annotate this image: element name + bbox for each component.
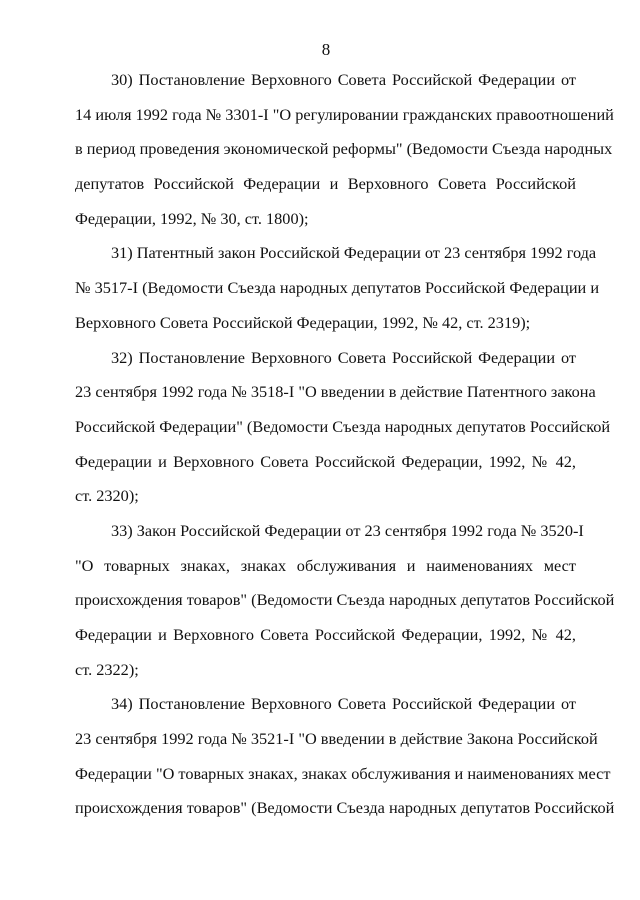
list-item-34 [75,687,615,826]
text-line: 23 сентября 1992 года № 3518-I "О введении в действие Патентного закона [75,382,596,402]
text-line: 23 сентября 1992 года № 3521-I "О введении в действие Закона Российской [75,729,598,749]
text-line: происхождения товаров" (Ведомости Съезда народных депутатов Российской [75,798,615,818]
list-item-31 [75,236,600,340]
text-line: 14 июля 1992 года № 3301-I "О регулировании гражданских правоотношений [75,104,614,124]
text-line: Федерации, 1992, № 30, ст. 1800); [75,208,309,228]
page-number: 8 [321,40,331,59]
text-line: Федерации "О товарных знаках, знаках обслуживания и наименованиях мест [75,763,611,783]
text-line: Федерации и Верховного Совета Российской Федерации, 1992, № 42, [75,451,576,471]
text-line: 31) Патентный закон Российской Федерации от 23 сентября 1992 года [111,243,597,263]
text-line: 34) Постановление Верховного Совета Российской Федерации от [111,694,576,714]
text-line: ст. 2320); [75,486,139,506]
text-line: "О товарных знаках, знаках обслуживания и наименованиях мест [75,555,576,575]
text-line: происхождения товаров" (Ведомости Съезда народных депутатов Российской [75,590,615,610]
text-line: Федерации и Верховного Совета Российской Федерации, 1992, № 42, [75,625,576,644]
list-item-32 [75,341,611,514]
text-line: 33) Закон Российской Федерации от 23 сентября 1992 года № 3520-I [111,520,584,540]
list-item-33 [75,514,615,687]
text-line: 32) Постановление Верховного Совета Российской Федерации от [111,347,576,367]
list-item-30 [75,63,614,236]
text-line: ст. 2322); [75,659,139,679]
text-line: 30) Постановление Верховного Совета Российской Федерации от [111,70,576,89]
document-body [75,63,615,826]
text-line: депутатов Российской Федерации и Верховного Совета Российской [75,174,576,194]
text-line: Российской Федерации" (Ведомости Съезда народных депутатов Российской [75,416,611,436]
text-line: № 3517-I (Ведомости Съезда народных депутатов Российской Федерации и [75,278,600,298]
text-line: Верховного Совета Российской Федерации, 1992, № 42, ст. 2319); [75,312,531,332]
text-line: в период проведения экономической реформы" (Ведомости Съезда народных [75,139,613,159]
